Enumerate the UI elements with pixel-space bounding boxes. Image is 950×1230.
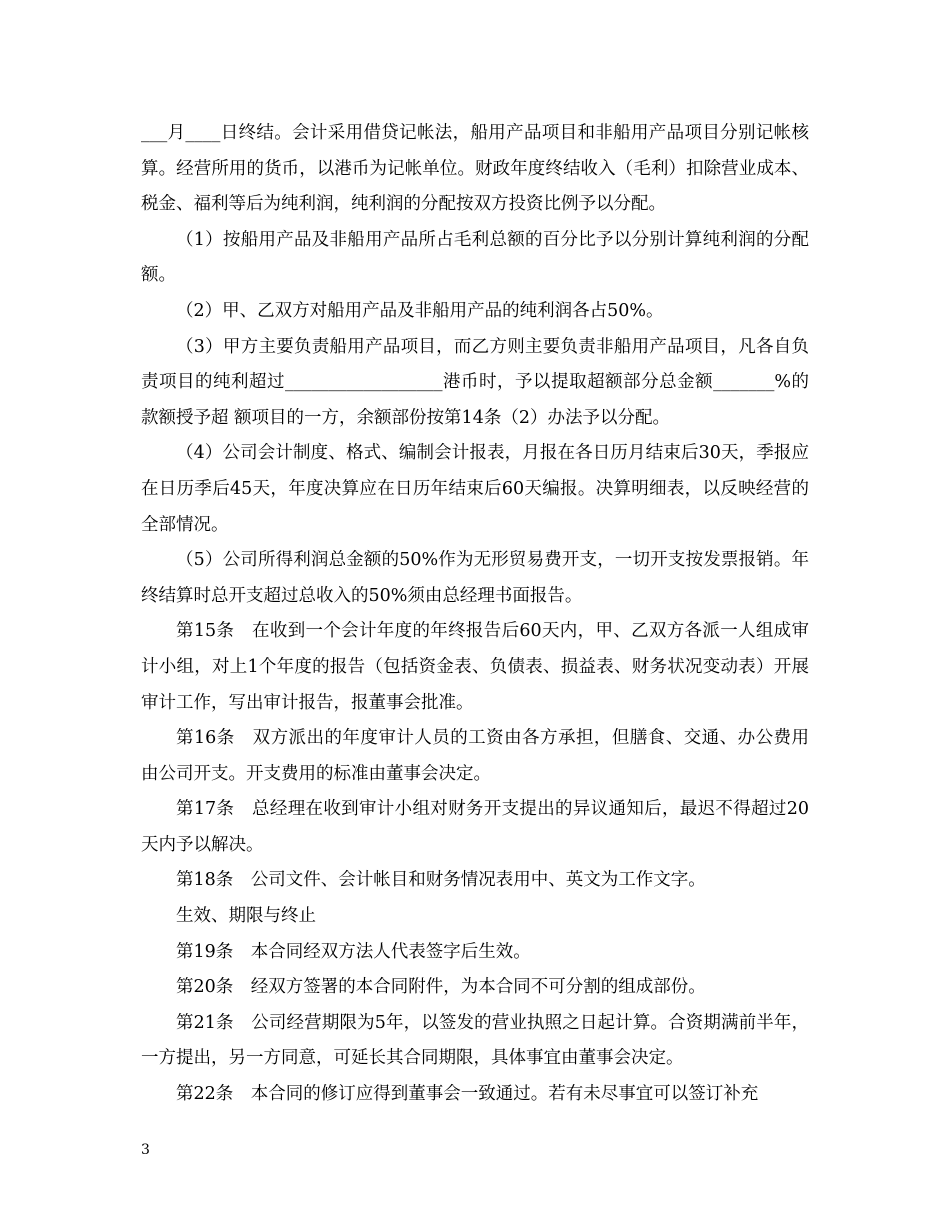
paragraph-clause-2: （2）甲、乙双方对船用产品及非船用产品的纯利润各占50%。 [176,300,664,321]
paragraph-clause-4: （4）公司会计制度、格式、编制会计报表，月报在各日历月结束后30天，季报应在日历季后45天，年度决算应在日历年结束后60天编报。决算明细表，以反映经营的全部情况。 [141,443,809,535]
article-22: 第22条 本合同的修订应得到董事会一致通过。若有未尽事宜可以签订补充 [176,1084,759,1105]
page-number: 3 [141,1142,150,1158]
article-19: 第19条 本合同经双方法人代表签字后生效。 [176,941,531,962]
article-20: 第20条 经双方签署的本合同附件，为本合同不可分割的组成部份。 [176,977,706,998]
article-16: 第16条 双方派出的年度审计人员的工资由各方承担，但膳食、交通、办公费用由公司开支。开支费用的标准由董事会决定。 [141,728,809,784]
article-17: 第17条 总经理在收到审计小组对财务开支提出的异议通知后，最迟不得超过20天内予以解决。 [141,799,809,855]
article-15: 第15条 在收到一个会计年度的年终报告后60天内，甲、乙双方各派一人组成审计小组，对上1个年度的报告（包括资金表、负债表、损益表、财务状况变动表）开展审计工作，写出审计报告，报董事会批准。 [141,621,809,713]
paragraph-clause-5: （5）公司所得利润总金额的50%作为无形贸易费开支，一切开支按发票报销。年终结算时总开支超过总收入的50%须由总经理书面报告。 [141,550,809,606]
paragraph-accounting-terms: ___月____日终结。会计采用借贷记帐法，船用产品项目和非船用产品项目分别记帐核算。经营所用的货币，以港币为记帐单位。财政年度终结收入（毛利）扣除营业成本、税金、福利等后为纯利润，纯利润的分配按双方投资比例予以分配。 [141,123,809,215]
section-heading-effectiveness: 生效、期限与终止 [176,906,316,927]
document-body [141,116,809,1113]
paragraph-clause-1: （1）按船用产品及非船用产品所占毛利总额的百分比予以分别计算纯利润的分配额。 [141,229,809,286]
article-21: 第21条 公司经营期限为5年，以签发的营业执照之日起计算。合资期满前半年，一方提出，另一方同意，可延长其合同期限，具体事宜由董事会决定。 [141,1012,809,1069]
paragraph-clause-3: （3）甲方主要负责船用产品项目，而乙方则主要负责非船用产品项目，凡各自负责项目的纯利超过__________________港币时，予以提取超额部分总金额_______%的款额授予超 额项目的一方，余额部份按第14条（2）办法予以分配。 [141,336,809,428]
article-18: 第18条 公司文件、会计帐目和财务情况表用中、英文为工作文字。 [176,870,706,891]
